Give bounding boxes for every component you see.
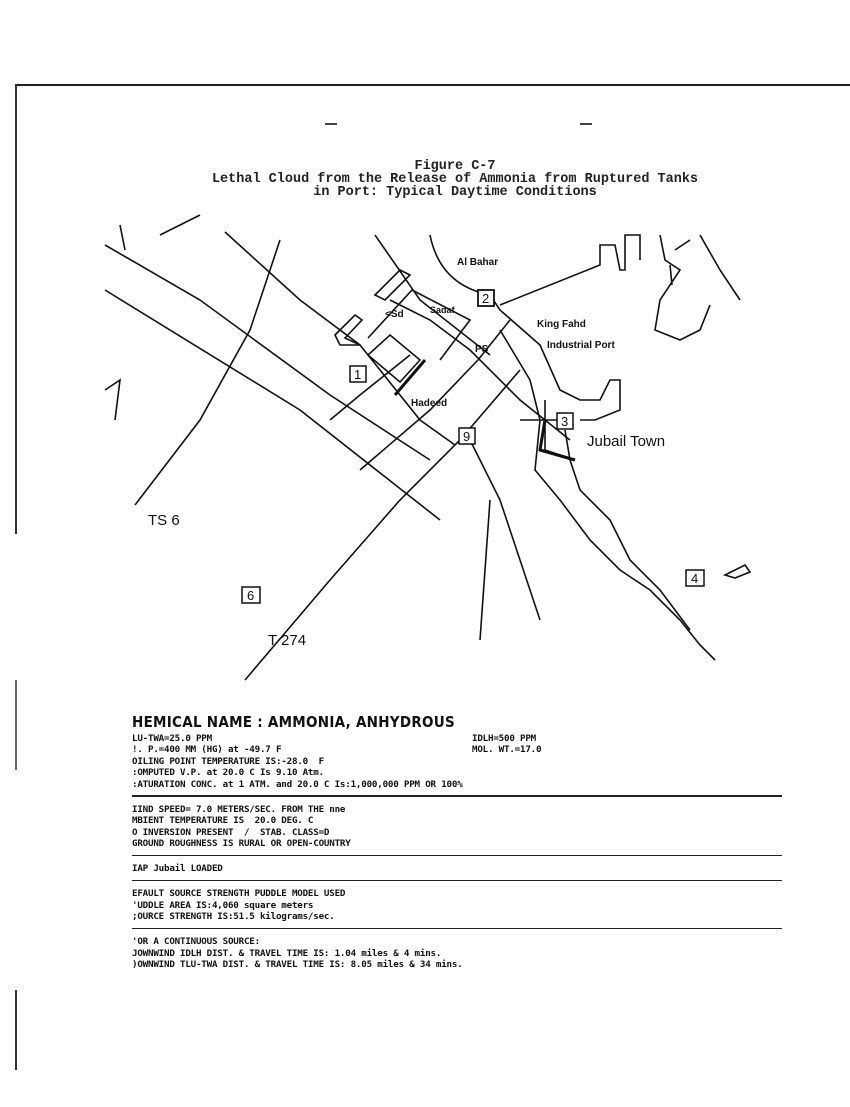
result-line: JOWNWIND IDLH DIST. & TRAVEL TIME IS: 1.04 miles & 4 mins. xyxy=(132,947,442,959)
port-pier xyxy=(670,240,690,285)
divider xyxy=(132,795,782,797)
label-king-fahd: King Fahd xyxy=(537,319,586,330)
map-labels xyxy=(148,257,665,649)
property-line: OILING POINT TEMPERATURE IS:-28.0 F xyxy=(132,755,324,767)
weather-line: IIND SPEED= 7.0 METERS/SEC. FROM THE nne xyxy=(132,803,346,815)
figure-title-line1: Lethal Cloud from the Release of Ammonia from Ruptured Tanks xyxy=(211,172,699,187)
divider xyxy=(132,855,782,857)
weather-line: MBIENT TEMPERATURE IS 20.0 DEG. C xyxy=(132,815,314,826)
property-line: MOL. WT.=17.0 xyxy=(472,744,542,755)
svg-text:6: 6 xyxy=(247,588,255,603)
coastline xyxy=(120,225,125,250)
road xyxy=(470,440,540,640)
marker-6 xyxy=(242,587,260,603)
road-ts6 xyxy=(135,240,280,505)
road-highlight xyxy=(395,360,425,395)
source-line: EFAULT SOURCE STRENGTH PUDDLE MODEL USED xyxy=(132,888,346,899)
result-line: )OWNWIND TLU-TWA DIST. & TRAVEL TIME IS: 8.05 miles & 34 mins. xyxy=(132,959,463,970)
svg-text:3: 3 xyxy=(561,414,569,429)
plot xyxy=(375,270,410,300)
label-al-bahar: Al Bahar xyxy=(457,257,499,268)
marker-4 xyxy=(686,570,704,586)
road xyxy=(225,232,455,445)
property-line: :OMPUTED V.P. at 20.0 C Is 9.10 Atm. xyxy=(132,767,324,778)
weather-line: GROUND ROUGHNESS IS RURAL OR OPEN-COUNTRY xyxy=(132,838,351,849)
property-line: :ATURATION CONC. at 1 ATM. and 20.0 C Is:1,000,000 PPM OR 100% xyxy=(132,778,463,790)
property-line: IDLH=500 PPM xyxy=(472,732,536,744)
label-t274: T 274 xyxy=(268,632,307,649)
result-line: 'OR A CONTINUOUS SOURCE: xyxy=(132,936,260,947)
page-left-border-bottom xyxy=(15,990,17,1070)
property-line: LU-TWA=25.0 PPM xyxy=(132,732,212,744)
divider xyxy=(132,880,782,882)
label-ts6: TS 6 xyxy=(148,512,180,529)
svg-text:1: 1 xyxy=(354,367,362,382)
label-sd: <Sd xyxy=(385,309,404,320)
svg-text:4: 4 xyxy=(691,571,699,586)
coastline xyxy=(545,400,575,460)
map-loaded-line: IAP Jubail LOADED xyxy=(132,863,223,874)
source-line: ;OURCE STRENGTH IS:51.5 kilograms/sec. xyxy=(132,911,335,922)
property-line: !. P.=400 MM (HG) at -49.7 F xyxy=(132,744,282,755)
plot xyxy=(335,315,362,345)
label-industrial-port: Industrial Port xyxy=(547,340,615,351)
road xyxy=(330,355,410,420)
label-ps: PS xyxy=(475,344,489,355)
road xyxy=(160,215,200,235)
coastline xyxy=(500,330,715,660)
label-hadeed: Hadeed xyxy=(411,398,448,409)
coastline xyxy=(105,380,120,420)
marker-2 xyxy=(478,290,494,306)
divider xyxy=(132,928,782,930)
coastline xyxy=(565,430,690,630)
source-line: 'UDDLE AREA IS:4,060 square meters xyxy=(132,899,314,911)
port-pier xyxy=(500,235,640,305)
weather-line: O INVERSION PRESENT / STAB. CLASS=D xyxy=(132,826,330,838)
marker-3 xyxy=(557,413,573,429)
chemical-name: HEMICAL NAME : AMMONIA, ANHYDROUS xyxy=(132,713,455,731)
road xyxy=(105,290,440,520)
islet xyxy=(725,565,750,578)
label-jubail-town: Jubail Town xyxy=(587,433,666,450)
svg-text:9: 9 xyxy=(463,429,471,444)
coastline xyxy=(700,235,740,300)
model-report xyxy=(132,713,792,971)
label-sadaf: Sadaf xyxy=(430,305,455,315)
plot xyxy=(368,290,470,360)
svg-text:2: 2 xyxy=(482,291,490,306)
figure-number: Figure C-7 xyxy=(414,159,496,174)
marker-1 xyxy=(350,366,366,382)
port-pier xyxy=(655,235,710,340)
marker-9 xyxy=(459,428,475,444)
figure-title-line2: in Port: Typical Daytime Conditions xyxy=(313,185,597,200)
